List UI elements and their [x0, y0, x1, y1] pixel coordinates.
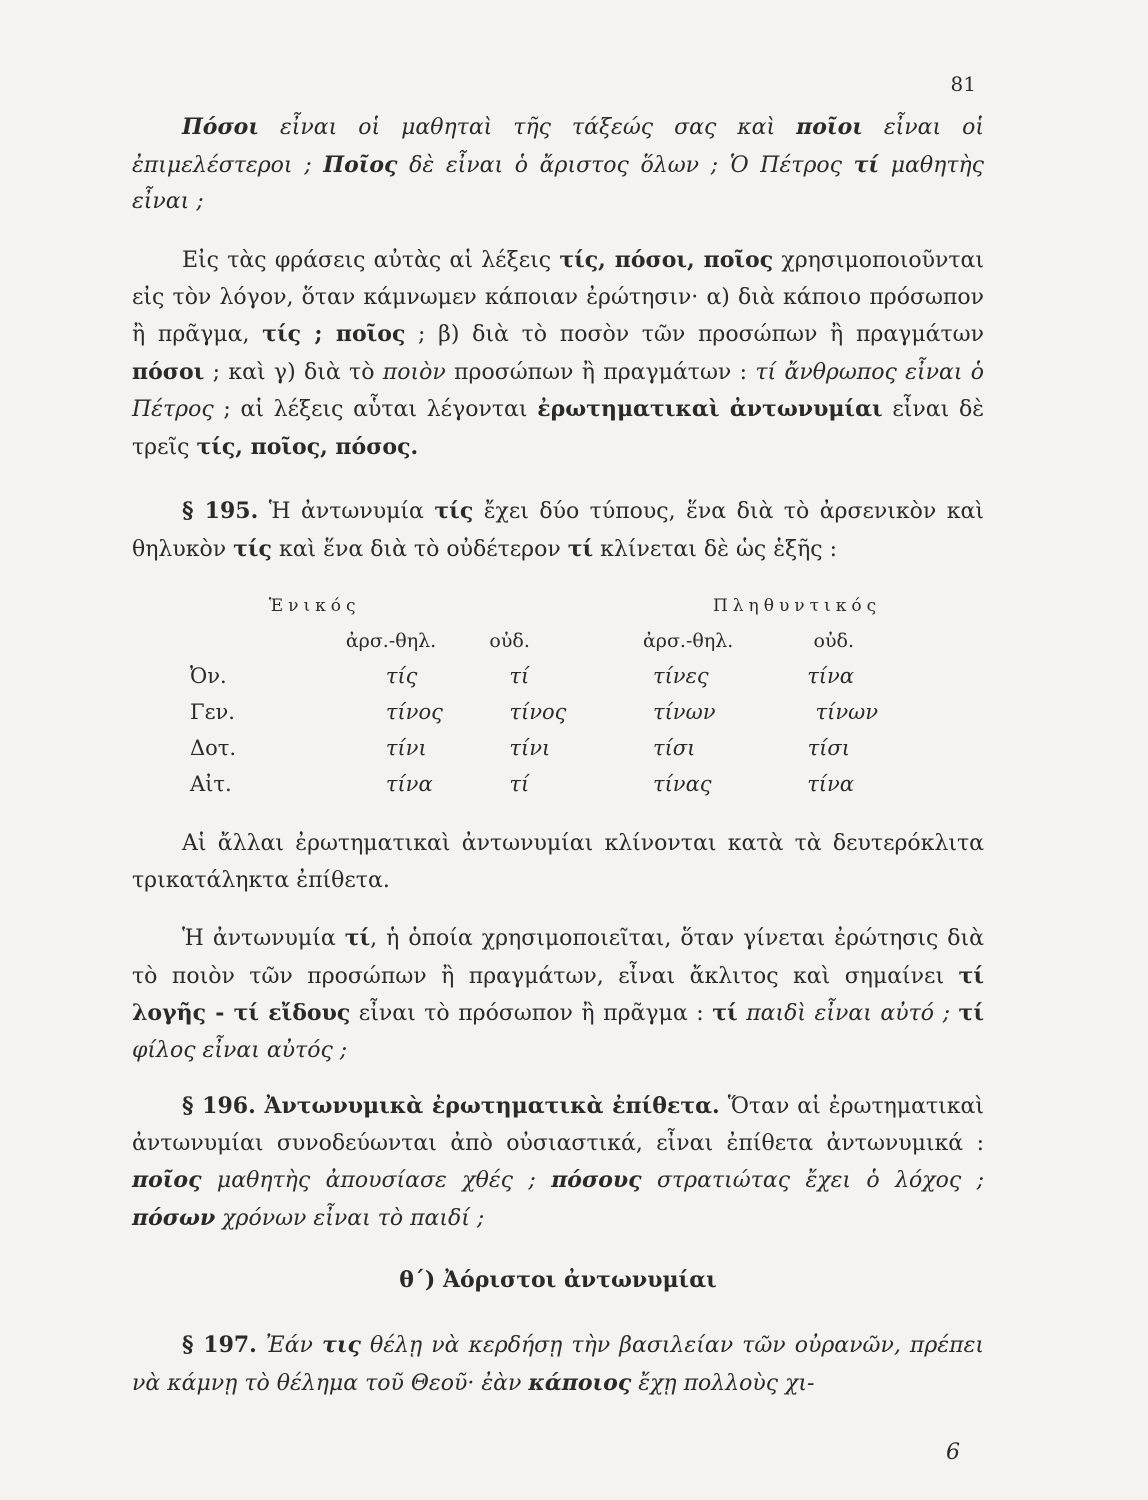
table-subheader-row — [190, 616, 890, 652]
text-run: δὲ εἶναι ὁ ἄριστος ὅλων ; Ὁ Πέτρος — [397, 152, 854, 178]
text-run: κλίνεται δὲ ὡς ἑξῆς : — [593, 536, 838, 562]
bold-term: τίς — [434, 498, 474, 524]
table-cell: τίς — [385, 664, 418, 688]
table-header-row — [190, 580, 890, 616]
bold-term: πόσοι — [132, 358, 205, 385]
table-cell: τί — [509, 772, 530, 796]
bold-term: τις — [322, 1332, 361, 1358]
paragraph-ti-indeclinable — [132, 920, 984, 1069]
table-cell: τίνα — [807, 772, 854, 796]
table-row — [190, 724, 890, 760]
subheader-neuter: οὐδ. — [489, 630, 530, 652]
italic-example: μαθητὴς ἀπουσίασε χθές ; — [201, 1168, 552, 1194]
italic-term: ποιὸν — [382, 359, 446, 385]
table-row — [190, 760, 890, 796]
italic-example: παιδὶ εἶναι αὐτό ; — [737, 1001, 959, 1027]
text-run: μαθητὴς εἶναι ; — [132, 152, 984, 215]
paragraph-section-196 — [132, 1088, 984, 1237]
italic-example: ἔχῃ πολλοὺς χι- — [631, 1370, 815, 1396]
paragraph-section-195 — [132, 493, 984, 568]
text-run: ἔχει δύο τύπους, ἕνα διὰ τὸ ἀρσενικὸν καὶ θηλυκὸν — [132, 499, 984, 562]
table-cell: τίσι — [807, 736, 850, 760]
bold-term: πόσους — [551, 1167, 642, 1194]
word-ti: τί — [853, 151, 880, 178]
bold-term: τί λογῆς - τί εἴδους — [132, 962, 984, 1027]
bold-term: τίς — [233, 535, 272, 562]
table-cell: τίνας — [652, 772, 712, 796]
table-cell: τίνι — [385, 736, 427, 760]
bold-term: τίς ; ποῖος — [262, 321, 406, 348]
italic-example: τί ἄνθρωπος εἶναι ὁ Πέτρος — [132, 359, 985, 423]
table-cell — [190, 580, 251, 616]
section-number: § 196. — [182, 1093, 256, 1119]
italic-example: στρατιώτας ἔχει ὁ λόχος ; — [641, 1168, 984, 1194]
section-number: § 195. — [182, 498, 259, 524]
table-cell: τίσι — [652, 736, 696, 760]
case-label: Ὀν. — [190, 664, 227, 688]
header-plural: Πληθυντικός — [712, 596, 882, 616]
text-run: εἶναι οἱ ἐπιμελέστεροι ; — [132, 115, 984, 178]
table-cell — [190, 616, 251, 652]
table-cell: τίνα — [385, 772, 433, 796]
text-run: καὶ ἕνα διὰ τὸ οὐδέτερον — [271, 536, 568, 562]
text-run: χρησιμοποιοῦνται εἰς τὸν λόγον, ὅταν κάμνωμεν κάποιαν ἐρώτησιν· α) διὰ κάποιο πρόσωπον ἢ πρᾶγμα, — [132, 248, 984, 348]
case-label: Γεν. — [190, 700, 235, 724]
italic-example: Ἐάν — [256, 1333, 323, 1358]
text-run: εἶναι δὲ τρεῖς — [132, 397, 984, 460]
paragraph-section-197 — [132, 1327, 984, 1402]
paragraph-explanation — [132, 242, 984, 467]
text-run: ; β) διὰ τὸ ποσὸν τῶν προσώπων ἢ πραγμάτων — [405, 322, 984, 348]
table-cell: τίνος — [509, 700, 567, 724]
bold-term: τί — [344, 925, 371, 951]
italic-example: φίλος εἶναι αὐτός ; — [132, 1037, 348, 1063]
word-poioi: ποῖοι — [796, 114, 863, 140]
paragraph-other-pronouns — [132, 826, 984, 899]
bold-term: πόσων — [132, 1204, 216, 1231]
section-heading: θ΄) Ἀόριστοι ἀντωνυμίαι — [399, 1267, 717, 1293]
text-run: Ἡ ἀντωνυμία — [258, 499, 435, 524]
subheader-neuter: οὐδ. — [813, 630, 854, 652]
word-poios: Ποῖος — [323, 151, 398, 178]
paragraph-text: Αἱ ἄλλαι ἐρωτηματικαὶ ἀντωνυμίαι κλίνονται κατὰ τὰ δευτερόκλιτα τρικατάληκτα ἐπίθετα. — [132, 831, 984, 893]
table-cell: τίνος — [385, 700, 443, 724]
table-row — [190, 688, 890, 724]
case-label: Δοτ. — [190, 736, 237, 760]
paragraph-example-questions — [132, 109, 984, 221]
text-run: , ἡ ὁποία χρησιμοποιεῖται, ὅταν γίνεται ἐρώτησις διὰ τὸ ποιὸν τῶν προσώπων ἢ πραγμάτων, εἶναι ἄκλιτος καὶ σημαίνει — [132, 926, 985, 989]
text-run: Εἰς τὰς φράσεις αὐτὰς αἱ λέξεις — [182, 248, 560, 273]
bold-term: τί — [958, 1000, 984, 1027]
word-posoi: Πόσοι — [182, 114, 259, 140]
signature-mark: 6 — [946, 1440, 960, 1465]
text-run: ; καὶ γ) διὰ τὸ — [204, 359, 383, 385]
table-cell: τίνα — [807, 664, 854, 688]
bold-term: ἐρωτηματικαὶ ἀντωνυμίαι — [537, 396, 883, 423]
bold-term: κάποιος — [528, 1369, 632, 1396]
header-singular: Ἑνικός — [268, 596, 361, 616]
italic-example: θέλῃ νὰ κερδήσῃ τὴν βασιλείαν τῶν οὐρανῶν, πρέπει νὰ κάμνῃ τὸ θέλημα τοῦ Θεοῦ· ἐὰν — [132, 1333, 985, 1396]
text-run: προσώπων ἢ πραγμάτων : — [445, 359, 756, 385]
bold-term: τίς, πόσοι, ποῖος — [559, 247, 774, 273]
page-number: 81 — [950, 72, 976, 96]
section-number: § 197. — [182, 1332, 257, 1358]
text-run: Ἡ ἀντωνυμία — [182, 926, 345, 951]
declension-table — [190, 580, 890, 796]
case-label: Αἰτ. — [190, 772, 232, 796]
table-cell: τίνι — [509, 736, 551, 760]
table-cell: τί — [509, 664, 530, 688]
text-run: εἶναι οἱ μαθηταὶ τῆς τάξεώς σας καὶ — [259, 115, 797, 140]
table-row — [190, 652, 890, 688]
italic-example: χρόνων εἶναι τὸ παιδί ; — [215, 1205, 485, 1231]
text-run: ; αἱ λέξεις αὗται λέγονται — [213, 397, 538, 423]
text-run: εἶναι τὸ πρόσωπον ἢ πρᾶγμα : — [350, 1001, 713, 1027]
subheader-masc-fem: ἀρσ.-θηλ. — [642, 630, 734, 652]
table-cell: τίνες — [652, 664, 709, 688]
bold-term: τίς, ποῖος, πόσος. — [196, 433, 419, 460]
text-run: Ὅταν αἱ ἐρωτηματικαὶ ἀντωνυμίαι συνοδεύωνται ἀπὸ οὐσιαστικά, εἶναι ἐπίθετα ἀντωνυμικά : — [132, 1094, 984, 1156]
table-cell: τίνων — [652, 700, 716, 724]
bold-term: τί — [567, 535, 594, 562]
bold-term: τί — [712, 1000, 738, 1027]
table-cell: τίνων — [815, 700, 878, 724]
subheader-masc-fem: ἀρσ.-θηλ. — [345, 630, 437, 652]
section-title: Ἀντωνυμικὰ ἐρωτηματικὰ ἐπίθετα. — [255, 1093, 720, 1119]
bold-term: ποῖος — [132, 1167, 202, 1194]
